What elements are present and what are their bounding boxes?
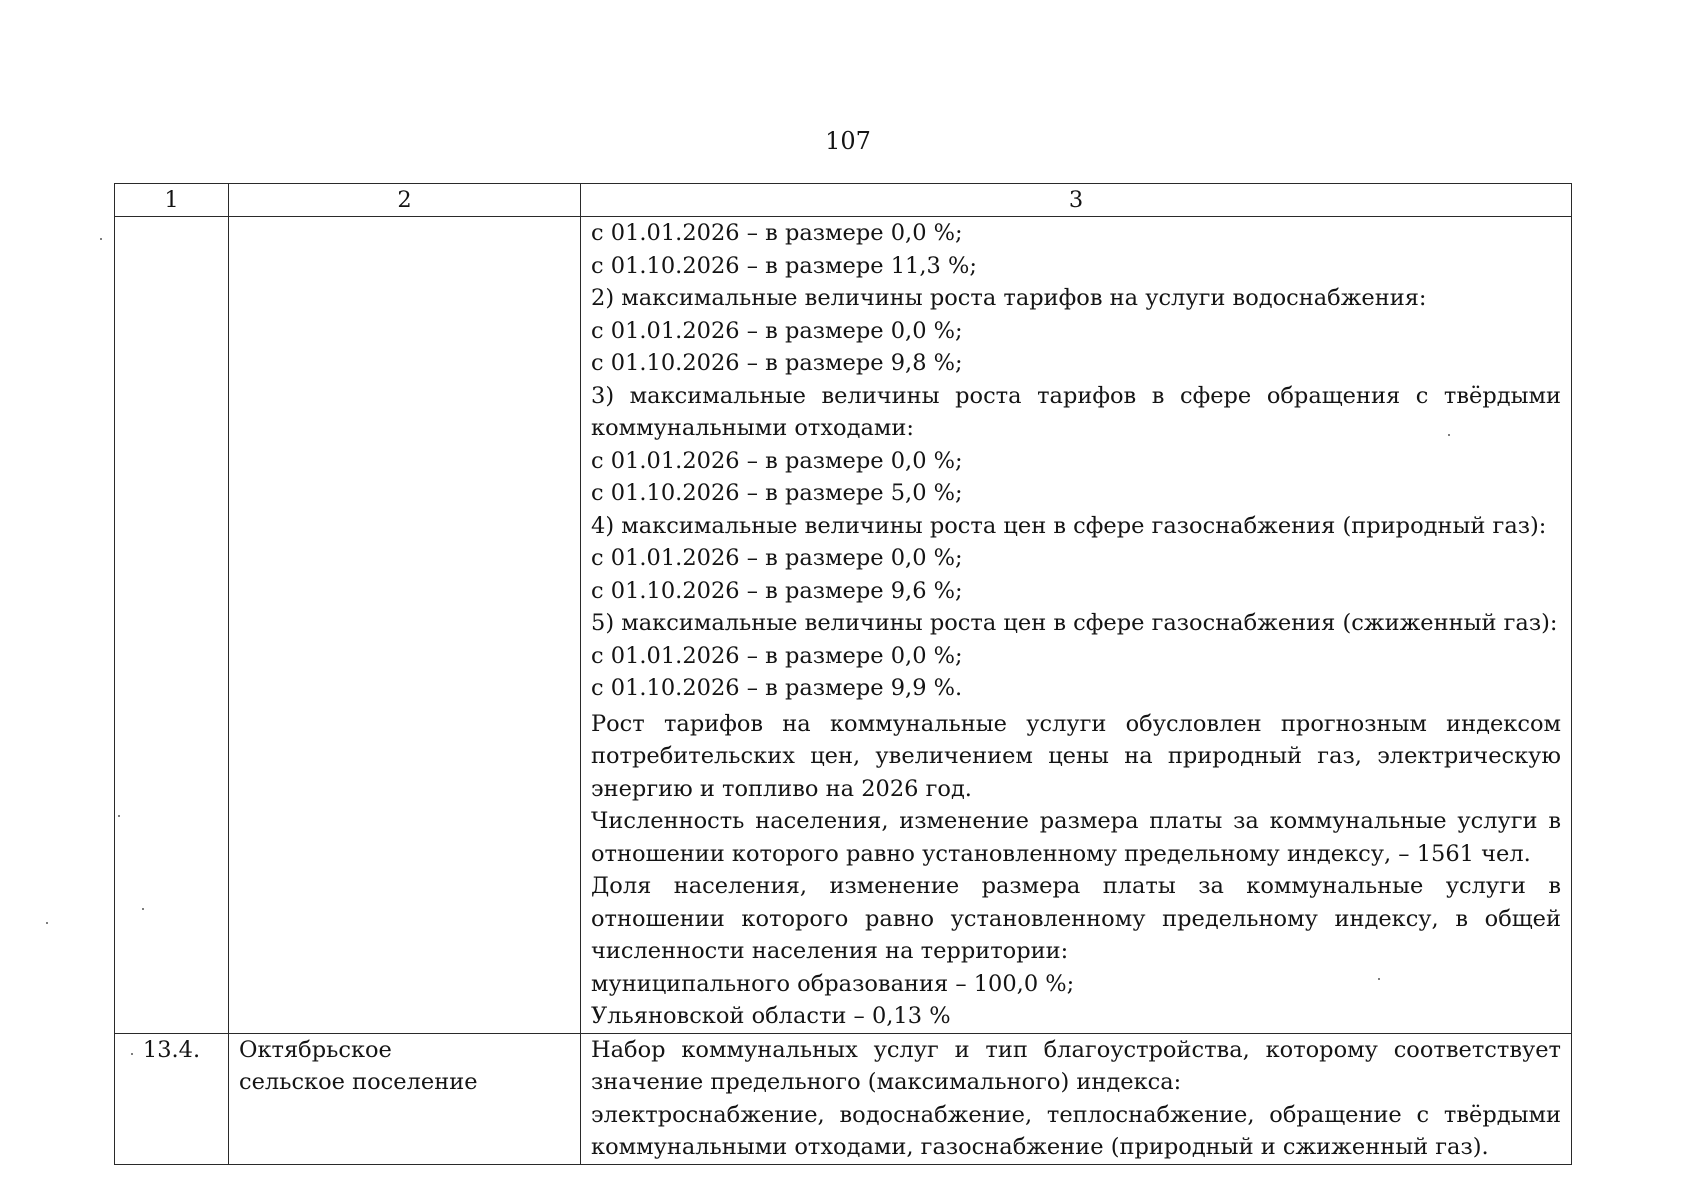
text-line: 5) максимальные величины роста цен в сфере газоснабжения (сжиженный газ): [591,610,1558,636]
text-line: с 01.01.2026 – в размере 0,0 %; [591,642,963,669]
header-col-1: 1 [115,184,229,217]
page-number: 107 [825,127,871,155]
text-paragraph: Рост тарифов на коммунальные услуги обусловлен прогнозным индексом потребительских цен, увеличением цены на природный газ, электрическую энергию и топливо на 2026 год. [591,710,1561,802]
text-line: муниципального образования – 100,0 %; [591,970,1075,997]
municipality-cell [229,217,581,1034]
description-cell [581,1033,1572,1164]
municipality-cell [229,1033,581,1164]
municipality-name-line: Октябрьское [239,1036,392,1063]
scan-speck [142,908,144,910]
text-paragraph: 3) максимальные величины роста тарифов в сфере обращения с твёрдыми коммунальными отходами: [591,382,1561,441]
text-paragraph: Численность населения, изменение размера платы за коммунальные услуги в отношении которого равно установленному предельному индексу, – 1561 чел. [591,808,1561,867]
tariff-table [114,183,1572,1165]
text-line: 4) максимальные величины роста цен в сфере газоснабжения (природный газ): [591,512,1547,539]
row-number-cell [115,217,229,1034]
text-line: с 01.10.2026 – в размере 9,6 %; [591,577,963,604]
header-col-3: 3 [581,184,1572,217]
table-row [115,217,1572,1034]
text-line: с 01.01.2026 – в размере 0,0 %; [591,317,963,344]
text-line: 2) максимальные величины роста тарифов на услуги водоснабжения: [591,285,1427,311]
municipality-name-line: сельское поселение [239,1069,478,1095]
text-paragraph: Доля населения, изменение размера платы за коммунальные услуги в отношении которого равно установленному предельному индексу, в общей численности населения на территории: [591,873,1561,964]
header-col-2: 2 [229,184,581,217]
text-line: Ульяновской области – 0,13 % [591,1003,951,1029]
scan-speck [131,1053,133,1055]
scan-speck [46,922,48,924]
text-line: с 01.10.2026 – в размере 9,8 %; [591,350,963,376]
text-line: с 01.01.2026 – в размере 0,0 %; [591,545,963,571]
text-line: с 01.01.2026 – в размере 0,0 %; [591,447,963,474]
scan-speck [100,238,102,240]
text-line: с 01.10.2026 – в размере 9,9 %. [591,675,963,701]
description-cell [581,217,1572,1034]
row-number-cell: 13.4. [115,1033,229,1164]
text-paragraph: электроснабжение, водоснабжение, теплоснабжение, обращение с твёрдыми коммунальными отходами, газоснабжение (природный и сжиженный газ). [591,1101,1561,1160]
scan-speck [1378,978,1380,980]
text-line: с 01.01.2026 – в размере 0,0 %; [591,220,963,246]
table-row [115,1033,1572,1164]
text-paragraph: Набор коммунальных услуг и тип благоустройства, которому соответствует значение предельного (максимального) индекса: [591,1036,1561,1095]
scan-speck [118,815,120,817]
scan-speck [1448,434,1450,436]
table-header-row [115,184,1572,217]
text-line: с 01.10.2026 – в размере 5,0 %; [591,480,963,506]
text-line: с 01.10.2026 – в размере 11,3 %; [591,252,977,279]
